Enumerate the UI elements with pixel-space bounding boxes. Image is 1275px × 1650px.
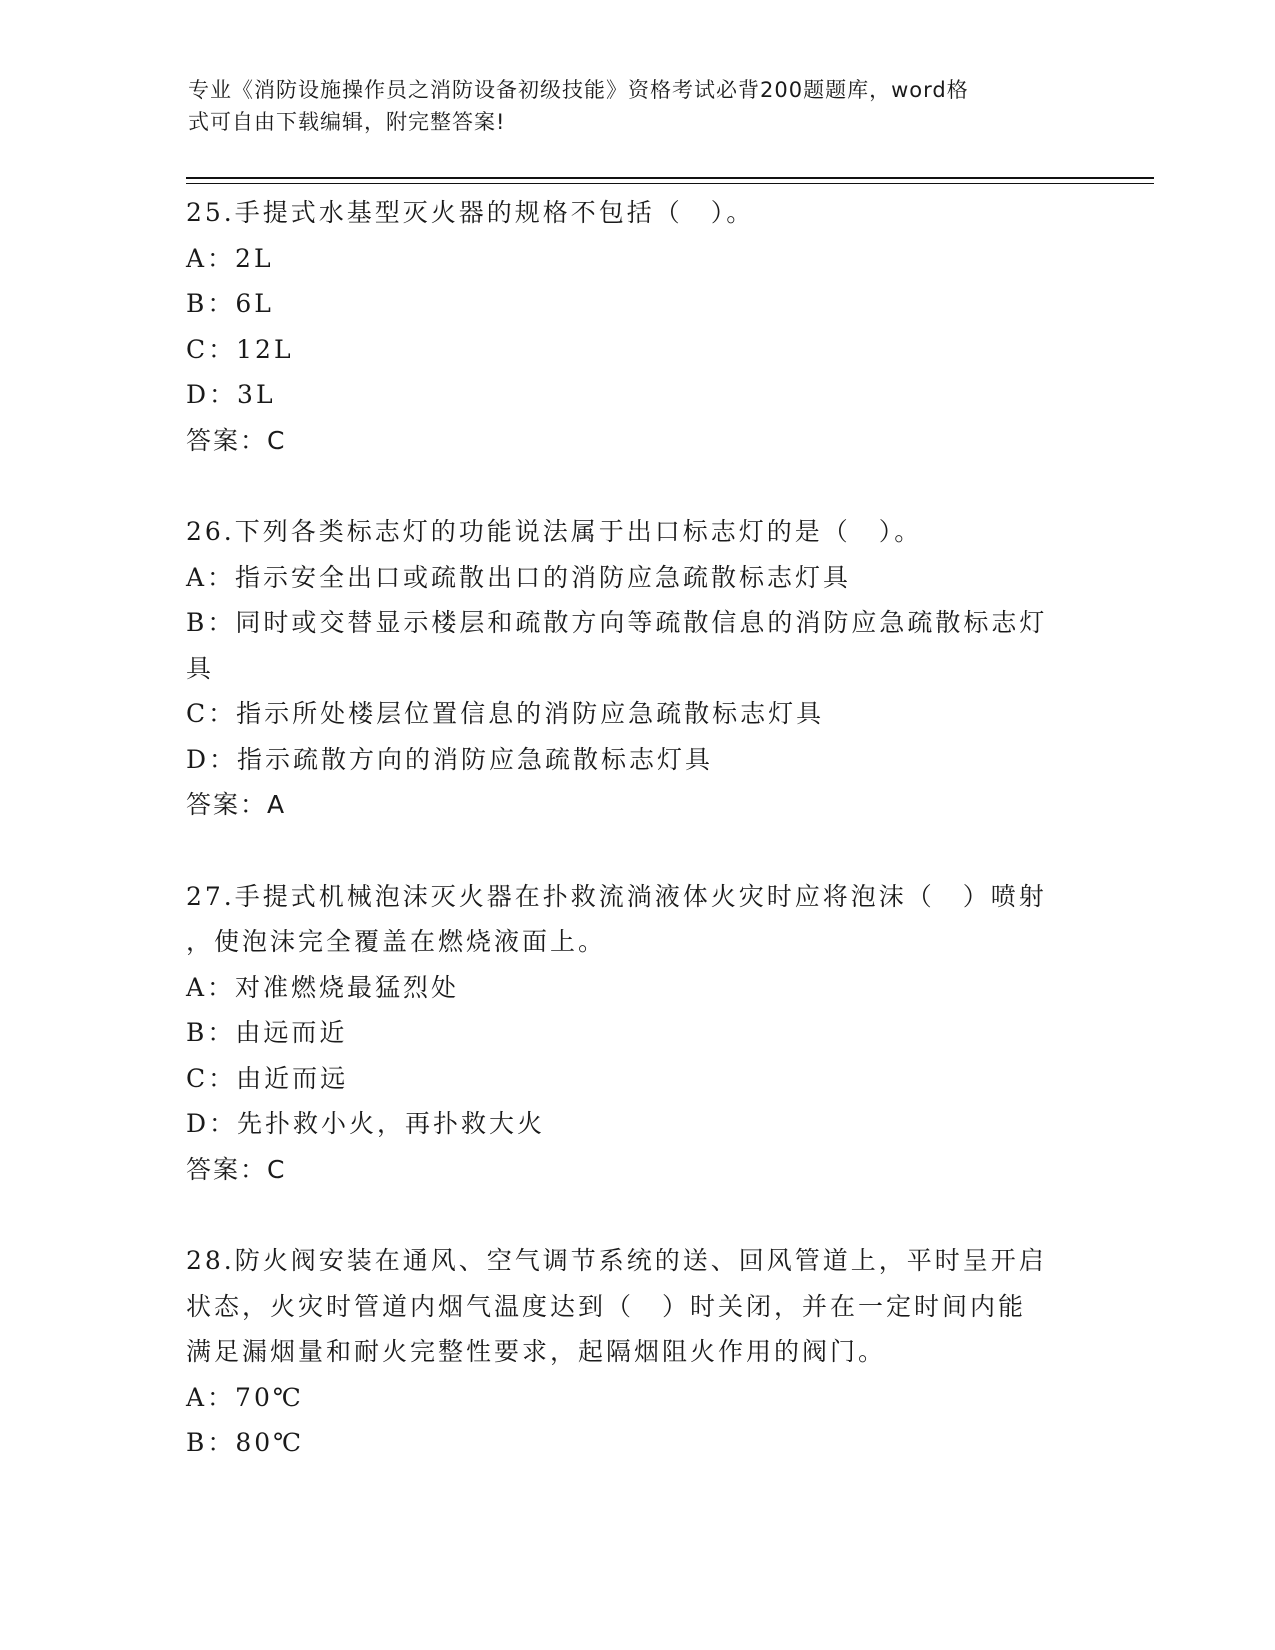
question-stem: 26.下列各类标志灯的功能说法属于出口标志灯的是（ ）。: [186, 517, 923, 546]
option-a: A：2L: [186, 243, 274, 273]
question-26: [186, 509, 1086, 828]
header-rule-thick: [186, 177, 1154, 179]
option-b-continued: 具: [186, 653, 215, 683]
question-27: [186, 874, 1086, 1193]
question-stem: 27.手提式机械泡沫灭火器在扑救流淌液体火灾时应将泡沫（ ）喷射: [186, 881, 1047, 911]
question-stem: 25.手提式水基型灭火器的规格不包括（ ）。: [186, 198, 755, 227]
option-b: B：6L: [186, 289, 274, 318]
header-line-1: 专业《消防设施操作员之消防设备初级技能》资格考试必背200题题库，word格: [188, 78, 969, 102]
question-stem-continued: 状态，火灾时管道内烟气温度达到（ ）时关闭，并在一定时间内能: [186, 1291, 1027, 1321]
option-d: D：3L: [186, 380, 276, 409]
question-spacer: [186, 1192, 1086, 1238]
answer-label: 答案：A: [186, 790, 287, 819]
option-b: B：同时或交替显示楼层和疏散方向等疏散信息的消防应急疏散标志灯: [186, 608, 1048, 637]
question-stem-continued: ，使泡沫完全覆盖在燃烧液面上。: [186, 927, 607, 956]
question-28: [186, 1238, 1086, 1466]
answer-label: 答案：C: [186, 425, 287, 455]
document-header: [188, 74, 1068, 138]
option-c: C：指示所处楼层位置信息的消防应急疏散标志灯具: [186, 699, 825, 728]
option-c: C：由近而远: [186, 1063, 349, 1093]
question-stem: 28.防火阀安装在通风、空气调节系统的送、回风管道上，平时呈开启: [186, 1246, 1047, 1275]
option-d: D：先扑救小火，再扑救大火: [186, 1109, 546, 1138]
option-b: B：由远而近: [186, 1018, 348, 1047]
option-a: A：70℃: [186, 1382, 304, 1412]
option-a: A：指示安全出口或疏散出口的消防应急疏散标志灯具: [186, 562, 852, 592]
question-spacer: [186, 463, 1086, 509]
question-25: [186, 190, 1086, 463]
question-spacer: [186, 828, 1086, 874]
option-a: A：对准燃烧最猛烈处: [186, 972, 460, 1002]
option-c: C：12L: [186, 334, 294, 364]
option-b: B：80℃: [186, 1428, 305, 1457]
question-list: [186, 190, 1086, 1466]
question-stem-continued: 满足漏烟量和耐火完整性要求，起隔烟阻火作用的阀门。: [186, 1337, 887, 1366]
option-d: D：指示疏散方向的消防应急疏散标志灯具: [186, 744, 714, 774]
answer-label: 答案：C: [186, 1154, 287, 1184]
header-rule-thin: [186, 183, 1154, 184]
header-line-2: 式可自由下载编辑，附完整答案!: [188, 110, 506, 134]
